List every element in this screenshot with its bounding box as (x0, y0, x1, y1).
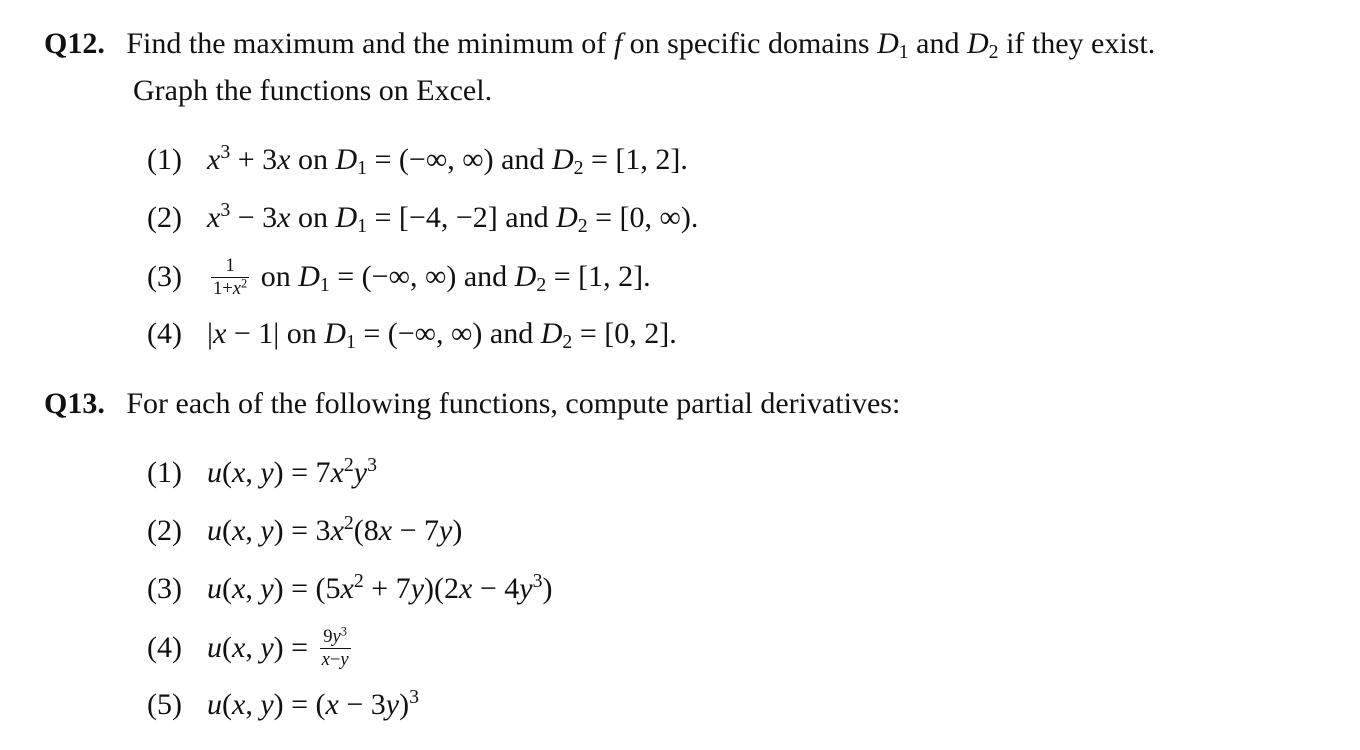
q12-item-3-expression: $\frac{1}{1+x^2}$ on $D_1$ = (−∞, ∞) and $D_2 = [1$, 2]. (212, 255, 651, 299)
q13-item-5 (147, 687, 419, 723)
q12-item-4-expression: |x − 1| on $D_1$ = (−∞, ∞) and $D_2 = [0$, 2]. (206, 317, 677, 353)
q13-heading (44, 386, 900, 422)
q12-item-3-number: (3) (147, 259, 182, 293)
q12-item-1-number: (1) (147, 143, 182, 176)
q12-label: Q12. (44, 27, 105, 60)
q13-item-4-number: (4) (147, 630, 182, 664)
q13-item-3-expression: u(x, $y) = (5x^2 + 7y)(2x - 4y^3)$ (206, 570, 553, 605)
q13-item-4-expression: u(x, y) = $\frac{9y^3}{x-y}$ (206, 624, 349, 670)
q13-label: Q13. (44, 387, 105, 420)
q13-item-5-expression: u(x, $y) = (x - 3y)^3$ (206, 686, 420, 721)
fraction: $\frac{9y^3}{x-y}$ (321, 624, 349, 670)
q13-text-line1: For each of the following functions, compute partial derivatives: (126, 387, 901, 420)
q12-item-1-expression: $x^3 + 3x$ on $D_1$ = (−∞, ∞) and $D_2 = [1$, 2]. (206, 141, 688, 179)
q12-text-line2: Graph the functions on Excel. (133, 74, 493, 107)
q13-item-1-expression: u(x, $y) = 7x^2y^3$ (206, 454, 377, 489)
q13-item-2-number: (2) (147, 514, 182, 547)
q13-item-2-expression: u(x, $y) = 3x^2(8x - 7y)$ (206, 512, 463, 547)
q12-item-2 (147, 200, 698, 236)
q13-item-1-number: (1) (147, 456, 182, 489)
q12-item-4 (147, 316, 677, 352)
q12-item-2-expression: $x^3 - 3x$ on $D_1 = [-4$, −2] and $D_2 = [0$, ∞). (206, 199, 699, 237)
q12-text-line1: Find the maximum and the minimum of f on specific domains $D_1$ and $D_2$ if they exist. (126, 27, 1156, 63)
q13-item-3 (147, 571, 552, 607)
q13-item-3-number: (3) (147, 572, 182, 605)
q12-heading (44, 26, 1155, 62)
q13-item-2 (147, 513, 462, 549)
q12-item-1 (147, 142, 688, 178)
q13-item-4 (147, 624, 355, 671)
q12-item-3 (147, 255, 651, 300)
q13-item-5-number: (5) (147, 688, 182, 721)
q12-item-4-number: (4) (147, 317, 182, 350)
fraction: $\frac{1}{1+x^2}$ (212, 255, 248, 299)
q13-item-1 (147, 455, 377, 491)
q12-item-2-number: (2) (147, 201, 182, 234)
